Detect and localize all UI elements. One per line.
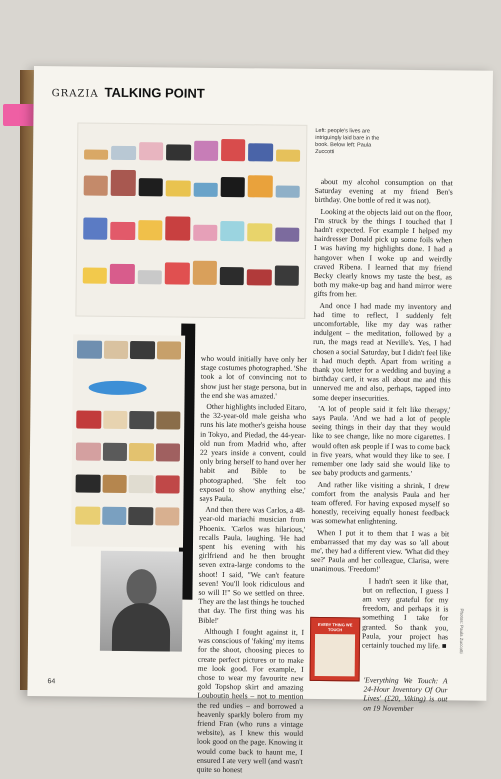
photo-credit: Photos: Paula Zuccotti (458, 608, 465, 654)
book-credit-text: 'Everything We Touch: A 24-Hour Inventory Of Our Lives' (£20, Viking) is out on 19 November (363, 675, 448, 713)
author-portrait-photo (100, 551, 183, 652)
book-credit (363, 675, 447, 715)
surfboard-image (89, 381, 147, 396)
paragraph: Other highlights included Eitaro, the 32-year-old male geisha who runs his late mother's geisha house in Tokyo, and Piedad, the 44-year-old nun from Madrid who, after 22 years inside a convent, could only bring herself to hand over her habit and Bible to be photographed. 'She felt too exposed to show anything else,' says Paula. (199, 401, 307, 504)
magazine-page (27, 66, 493, 775)
paragraph: I hadn't seen it like that, but on reflection, I guess I am very grateful for my freedom, and perhaps it is something I take for granted. So thank you, Paula, your project has certainly touched my life. ■ (361, 576, 449, 651)
page-header (52, 84, 205, 101)
portrait-body (112, 603, 170, 652)
paragraph: who would initially have only her stage costumes photographed. 'She took a lot of convincing not to show just her stage persona, but in the end she was amazed.' (200, 353, 307, 401)
paragraph: about my alcohol consumption on that Saturday evening at my friend Ben's birthday. One bottle of red it was not). (314, 177, 453, 206)
book-cover-objects (315, 634, 355, 676)
portrait-head (126, 569, 156, 605)
page-number: 64 (47, 678, 56, 686)
paragraph: Although I fought against it, I was conscious of 'faking' my items for the shoot, choosing pieces to create perfect pictures or to make me look good. For example, I chose to wear my favourite new gold Topshop skirt and amazing Louboutin heels – not to mention the red undies – and borrowed a heavenly sparkly bolero from my friend Fran (who runs a vintage website), as I knew this would look good on the page. Knowing it would come back to haunt me, I ensured I ate very well (and wasn't quite so honest (196, 626, 305, 775)
paragraph: 'A lot of people said it felt like therapy,' says Paula. 'And we had a lot of people seeing things in their day that they would like to see change, like no more cigarettes. I would often ask people if I was to come back in five years, what would they like to see. I remember one lady said she would like to see baby products and garments.' (311, 403, 451, 479)
paragraph: And once I had made my inventory and had time to reflect, I suddenly felt uncomfortable, like my day was rather indulgent – the meditation, followed by a run, the mags read at Neville's. Yes, I had chosen a social Saturday, but I didn't feel like it had much depth. Apart from writing a thank you letter for a wedding and buying a birthday card, it was all about me and this unnerved me and also, perhaps, tapped into some deeper insecurities. (312, 300, 452, 403)
article-column-middle (197, 354, 307, 777)
brand-label: GRAZIA (51, 88, 99, 100)
book-cover-title: EVERY THING WE TOUCH (317, 622, 353, 633)
section-title: TALKING POINT (104, 84, 205, 101)
paragraph: When I put it to them that I was a bit embarrassed that my day was so 'all about me', they had a different view. 'What did they see?' Paula and her colleague, Clarisa, were unanimous. 'Freedom!' (310, 527, 450, 574)
objects-collage-left (71, 334, 185, 547)
paragraph: Looking at the objects laid out on the floor, I'm struck by the things I touched that I hadn't expected. For example I helped my hairdresser Donald pick up some foils when I was having my highlights done. I had a hangover when I woke up and weirdly craved Ribena. I learned that my friend Becky clearly knows my taste the best, as both my make-up bag and hand mirror were gifts from her. (313, 206, 453, 299)
photo-caption: Left: people's lives are intriguingly laid bare in the book. Below left: Paula Zuccotti (315, 127, 380, 156)
objects-collage-top (75, 122, 307, 318)
book-cover-image (310, 617, 361, 682)
paragraph: And rather like visiting a shrink, I drew comfort from the analysis Paula and her team offered. For having exposed myself so honestly, receiving equally honest feedback was somewhat enlightening. (311, 479, 450, 527)
article-column-right (310, 177, 453, 653)
paragraph: And then there was Carlos, a 48-year-old mariachi musician from Phoenix. 'Carlos was hilarious,' recalls Paula, laughing. 'He had spent his evening with his girlfriend and he then brought seven extra-large condoms to the shoot! I said, "We can't feature seven! You'll look ridiculous and so will I!" So we settled on three. They are the last things he touched that day. The first thing was his Bible!' (198, 505, 306, 625)
